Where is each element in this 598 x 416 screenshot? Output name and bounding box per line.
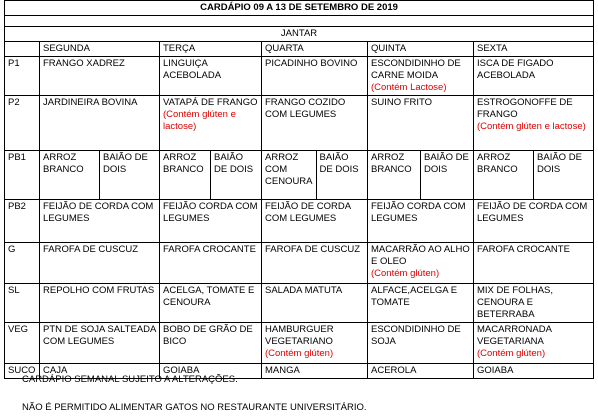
menu-cell	[474, 364, 594, 379]
menu-cell	[474, 96, 594, 151]
row-label: G	[5, 243, 40, 284]
menu-cell	[40, 200, 160, 243]
dish-name: MANGA	[265, 365, 300, 376]
dish-name: MACARRÃO AO ALHO E OLEO	[371, 244, 470, 267]
dish-name: GOIABA	[163, 365, 200, 376]
menu-row	[5, 284, 594, 323]
menu-cell	[474, 57, 594, 96]
dish-name: ESTROGONOFFE DE FRANGO	[477, 97, 573, 120]
day-header: SEXTA	[474, 42, 594, 57]
menu-row	[5, 323, 594, 364]
row-label: VEG	[5, 323, 40, 364]
menu-cell	[368, 284, 474, 323]
day-header-row	[5, 42, 594, 57]
dish-name: VATAPÁ DE FRANGO	[163, 97, 258, 108]
menu-cell	[160, 96, 262, 151]
dish-name: JARDINEIRA BOVINA	[43, 97, 138, 108]
menu-cell	[40, 243, 160, 284]
note-no-feeding-cats: NÃO É PERMITIDO ALIMENTAR GATOS NO RESTAURANTE UNIVERSITÁRIO.	[22, 402, 367, 413]
day-header: QUARTA	[262, 42, 368, 57]
notes	[22, 374, 367, 413]
day-header: TERÇA	[160, 42, 262, 57]
dish-name: FRANGO COZIDO COM LEGUMES	[265, 97, 346, 120]
rice-option: ARROZ BRANCO	[163, 152, 204, 175]
dish-name: ALFACE,ACELGA E TOMATE	[371, 285, 458, 308]
menu-cell	[262, 284, 368, 323]
dish-name: FAROFA DE CUSCUZ	[265, 244, 361, 255]
rice-option: ARROZ BRANCO	[477, 152, 518, 175]
row-label: P2	[5, 96, 40, 151]
allergen-note: (Contém glúten)	[477, 348, 546, 359]
baiao-option: BAIÃO DE DOIS	[99, 151, 159, 199]
note-subject-to-change: CARDÁPIO SEMANAL SUJEITO A ALTERAÇÕES.	[22, 374, 238, 385]
menu-cell	[40, 96, 160, 151]
dish-name: ACELGA, TOMATE E CENOURA	[163, 285, 255, 308]
rice-option: ARROZ BRANCO	[371, 152, 412, 175]
dish-name: ISCA DE FIGADO ACEBOLADA	[477, 58, 554, 81]
allergen-note: (Contém glúten e lactose)	[163, 109, 236, 132]
menu-row	[5, 243, 594, 284]
baiao-option: BAIÃO DE DOIS	[316, 151, 368, 199]
corner-cell	[5, 42, 40, 57]
menu-cell	[368, 364, 474, 379]
menu-cell	[262, 243, 368, 284]
menu-row	[5, 57, 594, 96]
dish-name: GOIABA	[477, 365, 514, 376]
menu-cell	[160, 200, 262, 243]
menu-cell	[160, 151, 262, 200]
menu-cell	[262, 151, 368, 200]
allergen-note: (Contém glúten)	[265, 348, 334, 359]
menu-title: CARDÁPIO 09 A 13 DE SETEMBRO DE 2019	[5, 1, 594, 16]
row-label: SL	[5, 284, 40, 323]
dish-name: MIX DE FOLHAS, CENOURA E BETERRABA	[477, 285, 554, 320]
menu-cell	[368, 243, 474, 284]
title-row	[5, 1, 594, 16]
menu-cell	[262, 200, 368, 243]
menu-cell	[474, 243, 594, 284]
dish-name: FEIJÃO DE CORDA COM LEGUMES	[43, 201, 154, 224]
meal-title: JANTAR	[5, 27, 594, 42]
dish-name: FRANGO XADREZ	[43, 58, 125, 69]
menu-cell	[40, 57, 160, 96]
dish-name: FAROFA DE CUSCUZ	[43, 244, 139, 255]
menu-row	[5, 151, 594, 200]
menu-cell	[368, 96, 474, 151]
allergen-note: (Contém Lactose)	[371, 82, 447, 93]
blank-row	[5, 16, 594, 27]
dish-name: SALADA MATUTA	[265, 285, 343, 296]
rice-option: ARROZ BRANCO	[43, 152, 84, 175]
menu-row	[5, 96, 594, 151]
dish-name: PTN DE SOJA SALTEADA COM LEGUMES	[43, 324, 156, 347]
dish-name: PICADINHO BOVINO	[265, 58, 358, 69]
menu-cell	[40, 323, 160, 364]
dish-name: FEIJÃO DE CORDA COM LEGUMES	[477, 201, 588, 224]
meal-row	[5, 27, 594, 42]
menu-cell	[474, 284, 594, 323]
dish-name: FAROFA CROCANTE	[477, 244, 570, 255]
allergen-note: (Contém glúten)	[371, 268, 440, 279]
dish-name: SUINO FRITO	[371, 97, 433, 108]
menu-cell	[160, 243, 262, 284]
allergen-note: (Contém glúten e lactose)	[477, 121, 586, 132]
menu-cell	[368, 200, 474, 243]
row-label: P1	[5, 57, 40, 96]
dish-name: FEIJÃO CORDA COM LEGUMES	[371, 201, 466, 224]
dish-name: ACEROLA	[371, 365, 417, 376]
dish-name: FEIJÃO CORDA COM LEGUMES	[163, 201, 258, 224]
dish-name: ESCONDIDINHO DE CARNE MOIDA	[371, 58, 461, 81]
dish-name: CAJA	[43, 365, 68, 376]
baiao-option: BAIÃO DE DOIS	[210, 151, 261, 199]
menu-cell	[40, 151, 160, 200]
menu-cell	[368, 151, 474, 200]
menu-cell	[368, 323, 474, 364]
menu-cell	[474, 323, 594, 364]
dish-name: LINGUIÇA ACEBOLADA	[163, 58, 222, 81]
dish-name: HAMBURGUER VEGETARIANO	[265, 324, 334, 347]
dish-name: ESCONDIDINHO DE SOJA	[371, 324, 461, 347]
row-label: SUCO	[5, 364, 40, 379]
menu-cell	[262, 96, 368, 151]
row-label: PB2	[5, 200, 40, 243]
day-header: QUINTA	[368, 42, 474, 57]
dish-name: FAROFA CROCANTE	[163, 244, 256, 255]
baiao-option: BAIÃO DE DOIS	[420, 151, 473, 199]
menu-table	[4, 0, 594, 379]
rice-option: ARROZ COM CENOURA	[265, 152, 313, 187]
day-header: SEGUNDA	[40, 42, 160, 57]
menu-cell	[40, 284, 160, 323]
menu-cell	[160, 323, 262, 364]
menu-cell	[160, 284, 262, 323]
dish-name: REPOLHO COM FRUTAS	[43, 285, 155, 296]
menu-cell	[262, 57, 368, 96]
dish-name: BOBO DE GRÃO DE BICO	[163, 324, 253, 347]
dish-name: MACARRONADA VEGETARIANA	[477, 324, 552, 347]
baiao-option: BAIÃO DE DOIS	[533, 151, 593, 199]
menu-row	[5, 200, 594, 243]
menu-cell	[474, 151, 594, 200]
menu-cell	[368, 57, 474, 96]
row-label: PB1	[5, 151, 40, 200]
dish-name: FEIJÃO DE CORDA COM LEGUMES	[265, 201, 351, 224]
menu-document	[4, 0, 594, 413]
menu-cell	[160, 57, 262, 96]
menu-cell	[474, 200, 594, 243]
menu-cell	[262, 323, 368, 364]
